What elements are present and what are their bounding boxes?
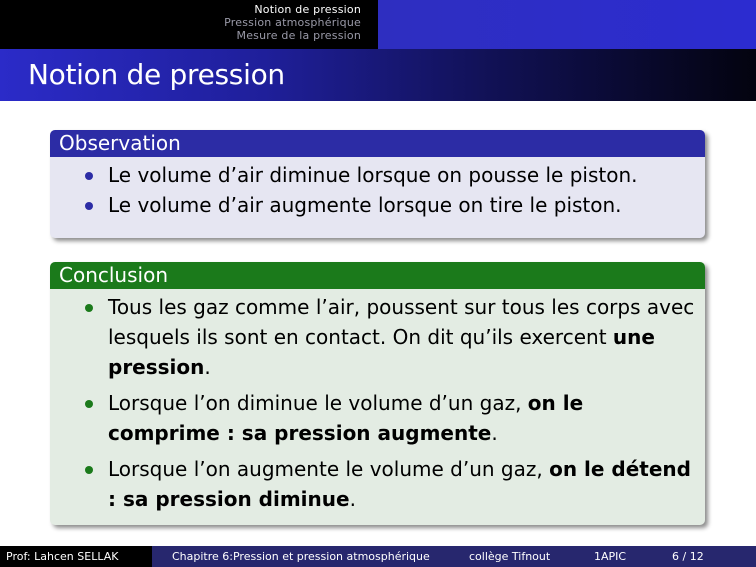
observation-item: Le volume d’air augmente lorsque on tire le piston. [85,190,699,220]
footer-author: Prof: Lahcen SELLAK [0,546,152,567]
observation-list [50,157,705,220]
footer-bar [0,546,756,567]
frame-title-bar [0,49,756,101]
nav-item-mesure-de-la-pression[interactable]: Mesure de la pression [236,29,361,42]
footer-page-number: 6 / 12 [672,550,704,563]
conclusion-item-bold: on le comprime : sa pression augmente [108,391,584,445]
conclusion-item-end: . [491,421,498,445]
top-navigation [0,0,756,49]
nav-item-notion-de-pression[interactable]: Notion de pression [254,3,361,16]
footer-info [152,546,756,567]
footer-school: collège Tifnout [469,550,551,563]
conclusion-item-end: . [349,487,356,511]
conclusion-title: Conclusion [50,262,705,289]
nav-item-pression-atmospherique[interactable]: Pression atmosphérique [224,16,361,29]
conclusion-item-text: Lorsque l’on diminue le volume d’un gaz, [108,391,528,415]
observation-item: Le volume d’air diminue lorsque on pousse le piston. [85,160,699,190]
conclusion-item [85,454,699,514]
conclusion-block [50,262,705,525]
conclusion-item [85,388,699,448]
conclusion-item-bold: une pression [108,325,655,379]
conclusion-item-end: . [204,355,211,379]
conclusion-item-text: Lorsque l’on augmente le volume d’un gaz, [108,457,550,481]
footer-chapter: Chapitre 6:Pression et pression atmosphérique [172,550,430,563]
conclusion-list [50,289,705,514]
conclusion-item-bold: on le détend : sa pression diminue [108,457,691,511]
section-nav [0,0,378,49]
conclusion-item-text: Tous les gaz comme l’air, poussent sur tous les corps avec lesquels ils sont en contact. On dit qu’ils exercent [108,295,695,349]
observation-block [50,130,705,238]
observation-title: Observation [50,130,705,157]
footer-level: 1APIC [594,550,627,563]
nav-bar-fill [378,0,756,49]
conclusion-item [85,292,699,382]
frame-title: Notion de pression [28,58,285,91]
